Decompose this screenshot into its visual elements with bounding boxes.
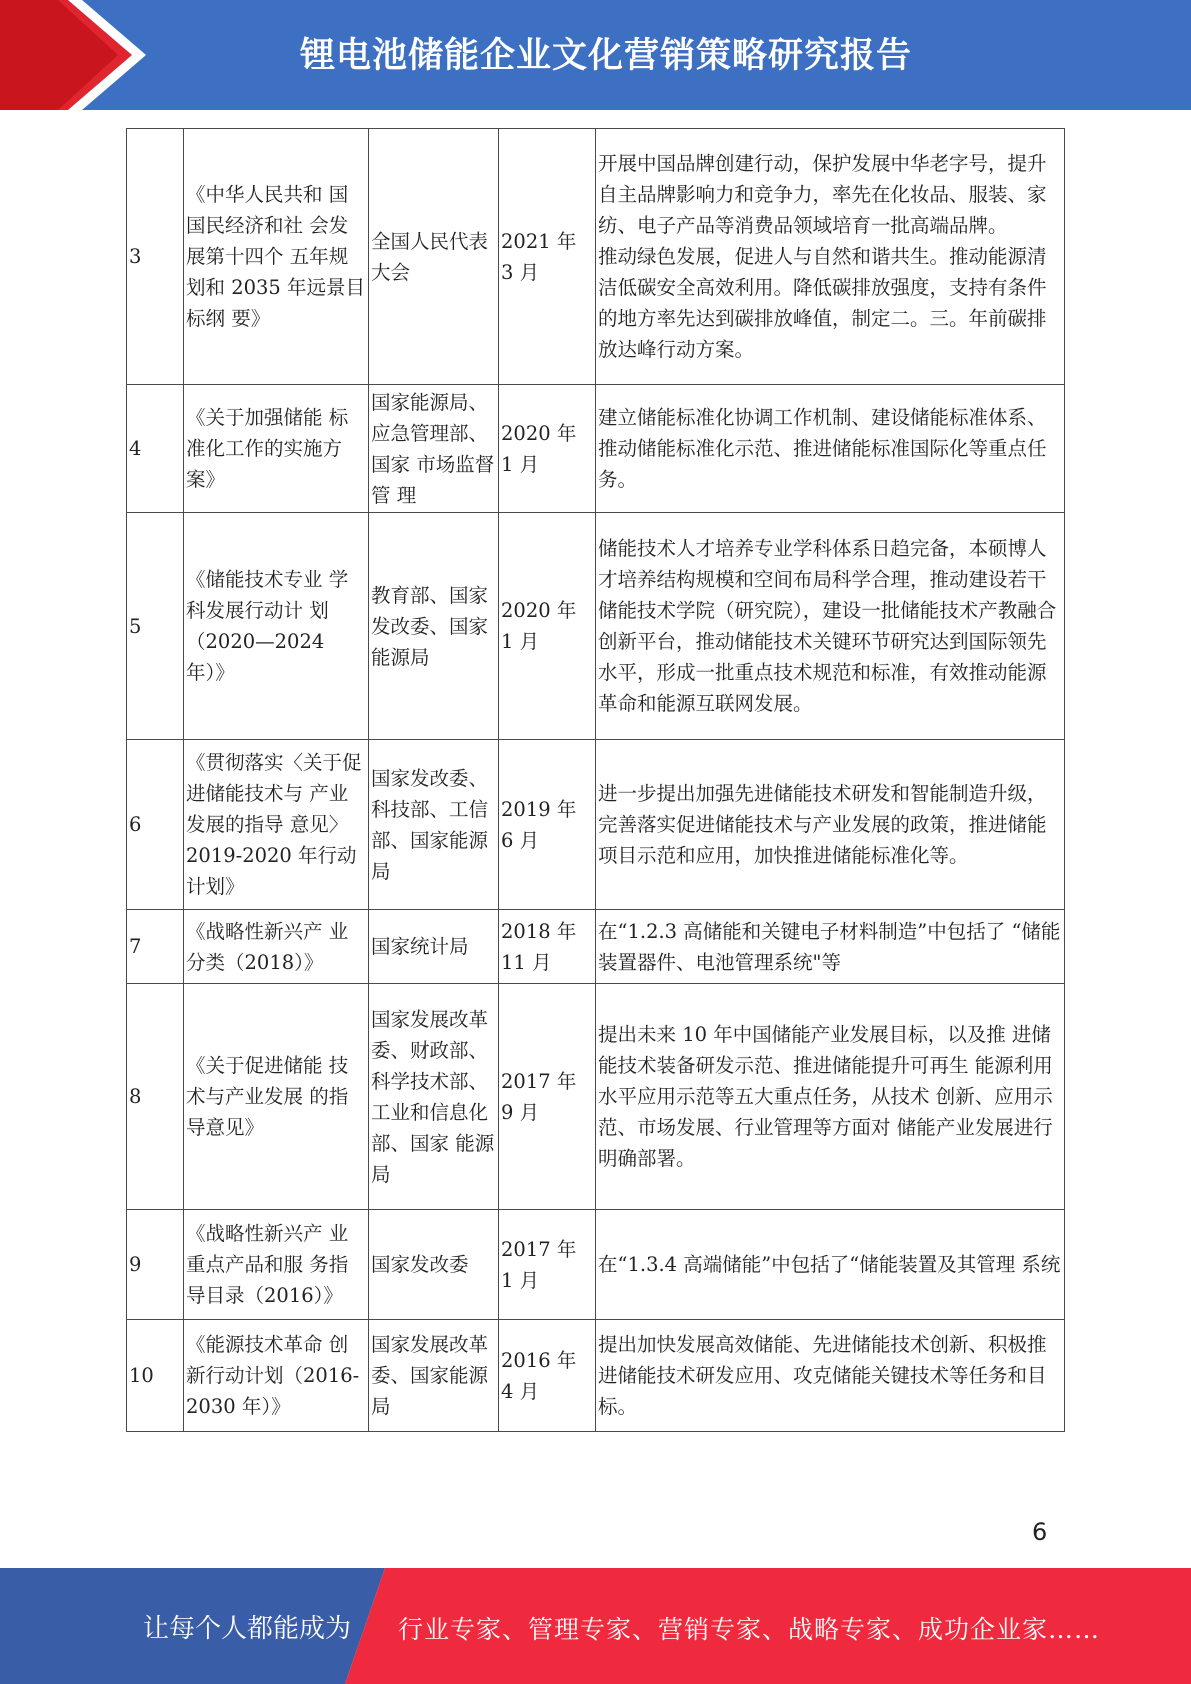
policy-title: 《能源技术革命 创新行动计划（2016-2030 年）》 (184, 1320, 369, 1432)
policy-description: 进一步提出加强先进储能技术研发和智能制造升级，完善落实促进储能技术与产业发展的政策，推进储能项目示范和应用，加快推进储能标准化等。 (596, 740, 1065, 910)
policy-title: 《战略性新兴产 业分类（2018）》 (184, 910, 369, 984)
table-row (127, 910, 1065, 984)
row-number: 9 (127, 1210, 184, 1320)
issue-date: 2016 年 4 月 (499, 1320, 596, 1432)
table-row (127, 513, 1065, 740)
policy-title: 《关于加强储能 标准化工作的实施方案》 (184, 385, 369, 513)
issue-date: 2018 年 11 月 (499, 910, 596, 984)
page-footer (0, 1568, 1191, 1684)
table-row (127, 984, 1065, 1210)
issuing-org: 全国人民代表大会 (369, 129, 499, 385)
issuing-org: 国家发改委、科技部、工信部、国家能源局 (369, 740, 499, 910)
issuing-org: 国家能源局、应急管理部、国家 市场监督管 理 (369, 385, 499, 513)
issue-date: 2020 年 1 月 (499, 385, 596, 513)
row-number: 3 (127, 129, 184, 385)
row-number: 8 (127, 984, 184, 1210)
row-number: 4 (127, 385, 184, 513)
policy-title: 《储能技术专业 学科发展行动计 划（2020—2024 年）》 (184, 513, 369, 740)
issuing-org: 国家发展改革委、国家能源局 (369, 1320, 499, 1432)
policy-description: 在“1.2.3 高储能和关键电子材料制造”中包括了 “储能装置器件、电池管理系统"等 (596, 910, 1065, 984)
table-row (127, 1320, 1065, 1432)
policy-title: 《贯彻落实〈关于促进储能技术与 产业发展的指导 意见〉2019-2020 年行动计划》 (184, 740, 369, 910)
policy-description: 在“1.3.4 高端储能”中包括了“储能装置及其管理 系统 (596, 1210, 1065, 1320)
table-row (127, 740, 1065, 910)
page-number: 6 (1032, 1518, 1048, 1546)
issue-date: 2021 年 3 月 (499, 129, 596, 385)
page-header (0, 0, 1191, 110)
policy-title: 《战略性新兴产 业重点产品和服 务指导目录（2016）》 (184, 1210, 369, 1320)
table-row (127, 385, 1065, 513)
issue-date: 2017 年 9 月 (499, 984, 596, 1210)
report-title: 锂电池储能企业文化营销策略研究报告 (300, 36, 913, 76)
issue-date: 2020 年 1 月 (499, 513, 596, 740)
policy-title: 《关于促进储能 技术与产业发展 的指导意见》 (184, 984, 369, 1210)
row-number: 10 (127, 1320, 184, 1432)
policy-description: 提出加快发展高效储能、先进储能技术创新、积极推进储能技术研发应用、攻克储能关键技术等任务和目标。 (596, 1320, 1065, 1432)
policy-table (126, 128, 1065, 1432)
table-row (127, 1210, 1065, 1320)
footer-slogan-right: 行业专家、管理专家、营销专家、战略专家、成功企业家…… (398, 1615, 1101, 1644)
issuing-org: 教育部、国家发改委、国家能源局 (369, 513, 499, 740)
row-number: 5 (127, 513, 184, 740)
policy-description: 建立储能标准化协调工作机制、建设储能标准体系、推动储能标准化示范、推进储能标准国际化等重点任务。 (596, 385, 1065, 513)
policy-description: 储能技术人才培养专业学科体系日趋完备，本硕博人才培养结构规模和空间布局科学合理，推动建设若干储能技术学院（研究院），建设一批储能技术产教融合创新平台，推动储能技术关键环节研究达到国际领先水平，形成一批重点技术规范和标准，有效推动能源革命和能源互联网发展。 (596, 513, 1065, 740)
issuing-org: 国家统计局 (369, 910, 499, 984)
policy-description: 开展中国品牌创建行动，保护发展中华老字号，提升自主品牌影响力和竞争力，率先在化妆品、服装、家纺、电子产品等消费品领域培育一批高端品牌。 推动绿色发展，促进人与自然和谐共生。推动能源清洁低碳安全高效利用。降低碳排放强度，支持有条件的地方率先达到碳排放峰值，制定二。三。年前碳排放达峰行动方案。 (596, 129, 1065, 385)
policy-description: 提出未来 10 年中国储能产业发展目标，以及推 进储能技术装备研发示范、推进储能提升可再生 能源利用水平应用示范等五大重点任务，从技术 创新、应用示范、市场发展、行业管理等方面对 储能产业发展进行明确部署。 (596, 984, 1065, 1210)
issuing-org: 国家发展改革委、财政部、科学技术部、工业和信息化部、国家 能源局 (369, 984, 499, 1210)
policy-title: 《中华人民共和 国国民经济和社 会发展第十四个 五年规划和 2035 年远景目标纲 要》 (184, 129, 369, 385)
issue-date: 2017 年 1 月 (499, 1210, 596, 1320)
footer-slogan-left: 让每个人都能成为 (143, 1614, 352, 1644)
issue-date: 2019 年 6 月 (499, 740, 596, 910)
issuing-org: 国家发改委 (369, 1210, 499, 1320)
row-number: 6 (127, 740, 184, 910)
table-row (127, 129, 1065, 385)
row-number: 7 (127, 910, 184, 984)
